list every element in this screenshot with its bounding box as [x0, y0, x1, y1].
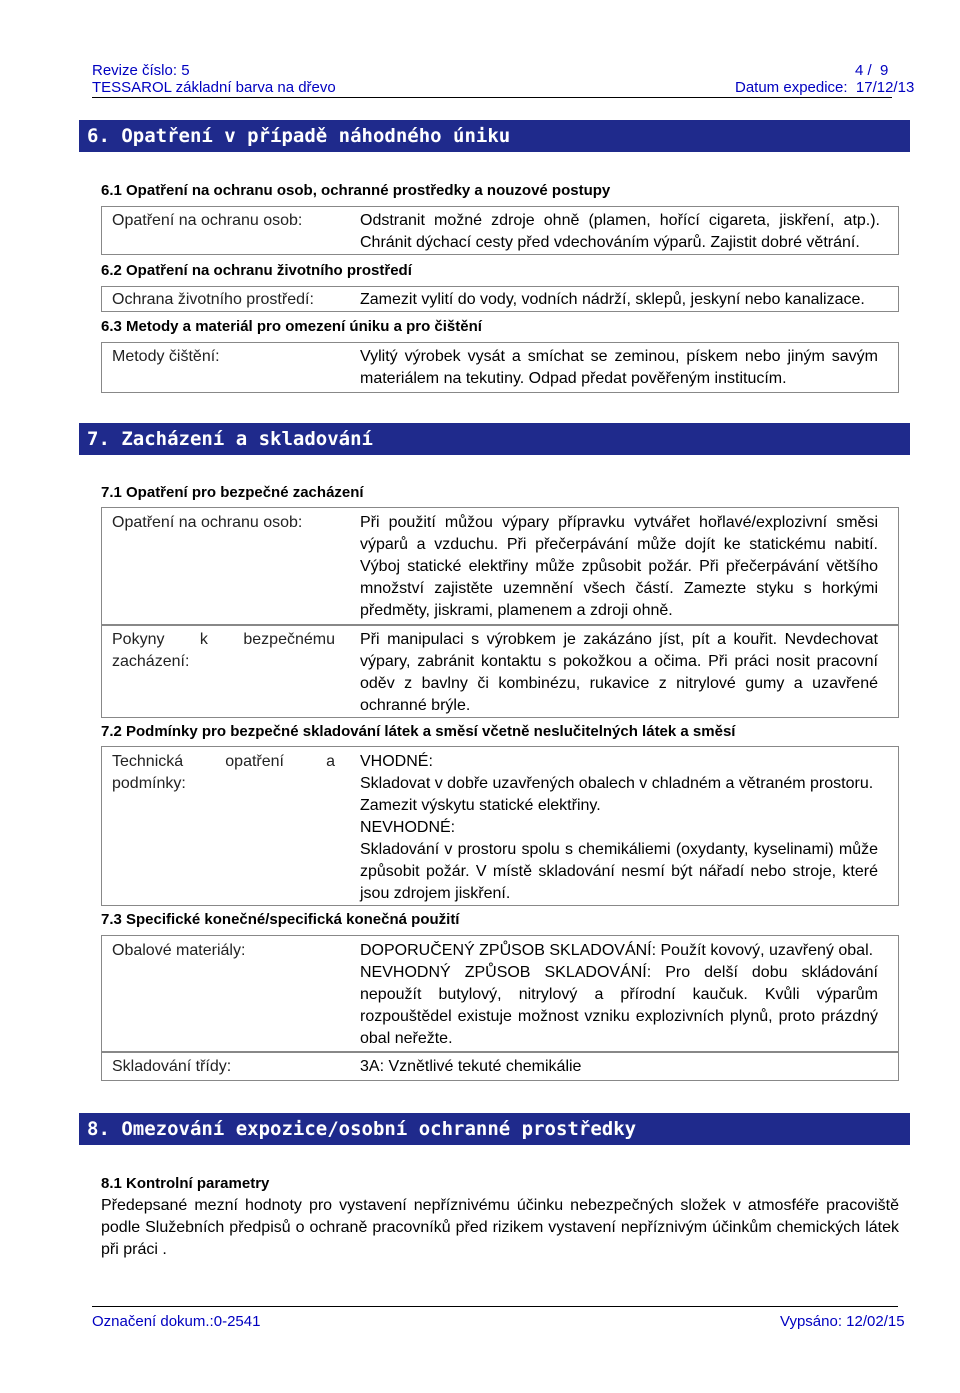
section-7-1-label-2: Pokyny k bezpečnému zacházení:: [112, 631, 335, 670]
suitable-text-1: Skladovat v dobře uzavřených obalech v chladném a větraném prostoru.: [360, 775, 874, 792]
header-issue-date: Datum expedice: 17/12/13: [735, 79, 915, 96]
footer-issued: Vypsáno: 12/02/15: [780, 1313, 905, 1330]
header-revision: Revize číslo: 5: [92, 62, 190, 79]
header-product: TESSAROL základní barva na dřevo: [92, 79, 336, 96]
section-8-heading: 8. Omezování expozice/osobní ochranné prostředky: [79, 1113, 910, 1145]
section-6-heading: 6. Opatření v případě náhodného úniku: [79, 120, 910, 152]
section-7-2-value: [360, 751, 878, 905]
recommended-storage: DOPORUČENÝ ZPŮSOB SKLADOVÁNÍ: Použít kovový, uzavřený obal.: [360, 942, 874, 959]
section-6-3-value: Vylitý výrobek vysát a smíchat se zeminou, pískem nebo jiným savým materiálem na tekutiny. Odpad předat pověřeným institucím.: [360, 348, 878, 387]
header-page: 4 / 9: [855, 62, 889, 79]
section-7-3-title: 7.3 Specifické konečné/specifická konečná použití: [101, 911, 460, 928]
section-8-1-title: 8.1 Kontrolní parametry: [101, 1175, 270, 1192]
section-6-1-value: Odstranit možné zdroje ohně (plamen, hořící cigareta, jiskření, atp.). Chránit dýchací cesty před vdechováním výparů. Zajistit dobré větrání.: [360, 212, 880, 251]
header-divider: [92, 97, 892, 98]
section-7-3-value-2: 3A: Vznětlivé tekuté chemikálie: [360, 1058, 582, 1075]
section-6-3-label: Metody čištění:: [112, 348, 220, 365]
footer-doc-id: Označení dokum.:0-2541: [92, 1313, 261, 1330]
section-7-heading: 7. Zacházení a skladování: [79, 423, 910, 455]
section-6-2-label: Ochrana životního prostředí:: [112, 291, 314, 308]
section-6-2-value: Zamezit vylití do vody, vodních nádrží, sklepů, jeskyní nebo kanalizace.: [360, 291, 865, 308]
section-7-3-label-1: Obalové materiály:: [112, 942, 246, 959]
unsuitable-text: Skladování v prostoru spolu s chemikáliemi (oxydanty, kyselinami) může způsobit požár. V místě skladování nesmí být nářadí nebo stroje, které jsou zdrojem jiskření.: [360, 841, 878, 902]
unsuitable-storage: NEVHODNÝ ZPŮSOB SKLADOVÁNÍ: Pro delší dobu skládování nepoužít butylový, nitrylový a přírodní kaučuk. Kvůli výparům rozpouštědel existuje možnost vzniku explozivních plynů, proto prázdný obal neřežte.: [360, 964, 878, 1047]
section-6-1-title: 6.1 Opatření na ochranu osob, ochranné prostředky a nouzové postupy: [101, 182, 611, 199]
unsuitable-heading: NEVHODNÉ:: [360, 819, 456, 836]
section-6-2-title: 6.2 Opatření na ochranu životního prostředí: [101, 262, 412, 279]
suitable-text-2: Zamezit výskytu statické elektřiny.: [360, 797, 601, 814]
section-7-1-value-1: Při použití můžou výpary přípravku vytvářet hořlavé/explozivní směsi výparů a vzduchu. Při přečerpávání může dojít ke statickému nabití. Výboj statické elektřiny může způsobit požár. Při přečerpávání většího množství zajistěte uzemnění všech částí. Zamezte styku s horkými předměty, jiskrami, plamenem a zdroji ohně.: [360, 514, 878, 619]
section-6-3-title: 6.3 Metody a materiál pro omezení úniku a pro čištění: [101, 318, 482, 335]
section-7-1-title: 7.1 Opatření pro bezpečné zacházení: [101, 484, 364, 501]
section-7-3-label-2: Skladování třídy:: [112, 1058, 232, 1075]
footer-divider: [92, 1306, 898, 1307]
section-7-2-title: 7.2 Podmínky pro bezpečné skladování látek a směsí včetně neslučitelných látek a směsí: [101, 723, 736, 740]
section-8-1-text: Předepsané mezní hodnoty pro vystavení nepříznivému účinku nebezpečných složek v atmosféře pracoviště podle Služebních předpisů o ochraně pracovníků před rizikem vystavení nepříznivým účinkům chemických látek při práci .: [101, 1197, 899, 1258]
section-7-1-value-2: Při manipulaci s výrobkem je zakázáno jíst, pít a kouřit. Nevdechovat výpary, zabránit kontaktu s pokožkou a očima. Při práci nosit pracovní oděv z bavlny či kombinézu, rukavice z nitrylové gumy a uzavřené ochranné brýle.: [360, 631, 878, 714]
section-7-2-label: Technická opatření a podmínky:: [112, 753, 335, 792]
suitable-heading: VHODNÉ:: [360, 753, 433, 770]
section-7-1-label-1: Opatření na ochranu osob:: [112, 514, 303, 531]
section-6-1-label: Opatření na ochranu osob:: [112, 212, 303, 229]
section-7-3-value-1: [360, 940, 878, 1050]
